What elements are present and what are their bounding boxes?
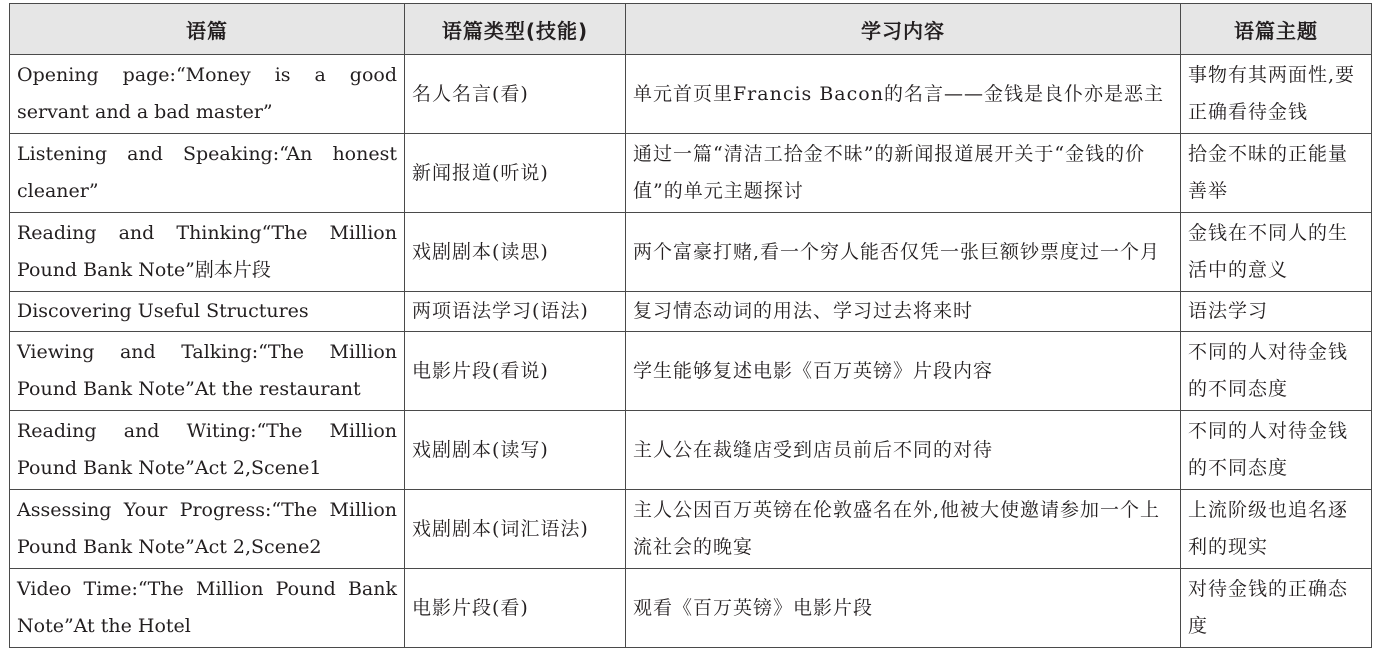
cell-text: Video Time:“The Million Pound Bank Note”At the Hotel: [10, 569, 405, 648]
cell-text: Viewing and Talking:“The Million Pound Bank Note”At the restaurant: [10, 332, 405, 411]
cell-type: 电影片段(看): [405, 569, 626, 648]
cell-type: 名人名言(看): [405, 55, 626, 134]
table-row: [10, 569, 1372, 648]
table-row: [10, 134, 1372, 213]
cell-content: 复习情态动词的用法、学习过去将来时: [626, 292, 1181, 332]
header-row: [10, 4, 1372, 55]
cell-theme: 对待金钱的正确态度: [1181, 569, 1372, 648]
cell-text: Listening and Speaking:“An honest cleaner”: [10, 134, 405, 213]
table-row: [10, 292, 1372, 332]
cell-content: 主人公因百万英镑在伦敦盛名在外,他被大使邀请参加一个上流社会的晚宴: [626, 490, 1181, 569]
cell-theme: 上流阶级也追名逐利的现实: [1181, 490, 1372, 569]
cell-theme: 金钱在不同人的生活中的意义: [1181, 213, 1372, 292]
cell-text: Assessing Your Progress:“The Million Pound Bank Note”Act 2,Scene2: [10, 490, 405, 569]
table-header: [10, 4, 1372, 55]
cell-theme: 不同的人对待金钱的不同态度: [1181, 411, 1372, 490]
cell-type: 戏剧剧本(读思): [405, 213, 626, 292]
cell-type: 戏剧剧本(读写): [405, 411, 626, 490]
cell-content: 观看《百万英镑》电影片段: [626, 569, 1181, 648]
cell-text: Reading and Thinking“The Million Pound Bank Note”剧本片段: [10, 213, 405, 292]
cell-content: 两个富豪打赌,看一个穷人能否仅凭一张巨额钞票度过一个月: [626, 213, 1181, 292]
cell-text: Discovering Useful Structures: [10, 292, 405, 332]
cell-type: 戏剧剧本(词汇语法): [405, 490, 626, 569]
cell-theme: 语法学习: [1181, 292, 1372, 332]
header-theme: 语篇主题: [1181, 4, 1372, 55]
cell-theme: 拾金不昧的正能量善举: [1181, 134, 1372, 213]
header-type: 语篇类型(技能): [405, 4, 626, 55]
header-text: 语篇: [10, 4, 405, 55]
table-row: [10, 55, 1372, 134]
cell-theme: 事物有其两面性,要正确看待金钱: [1181, 55, 1372, 134]
cell-content: 主人公在裁缝店受到店员前后不同的对待: [626, 411, 1181, 490]
cell-content: 单元首页里Francis Bacon的名言——金钱是良仆亦是恶主: [626, 55, 1181, 134]
cell-type: 新闻报道(听说): [405, 134, 626, 213]
cell-theme: 不同的人对待金钱的不同态度: [1181, 332, 1372, 411]
table-row: [10, 490, 1372, 569]
cell-text: Reading and Witing:“The Million Pound Bank Note”Act 2,Scene1: [10, 411, 405, 490]
cell-text: Opening page:“Money is a good servant and a bad master”: [10, 55, 405, 134]
table-row: [10, 411, 1372, 490]
table-row: [10, 213, 1372, 292]
cell-type: 两项语法学习(语法): [405, 292, 626, 332]
cell-type: 电影片段(看说): [405, 332, 626, 411]
cell-content: 学生能够复述电影《百万英镑》片段内容: [626, 332, 1181, 411]
header-content: 学习内容: [626, 4, 1181, 55]
table-body: [10, 55, 1372, 648]
table-row: [10, 332, 1372, 411]
cell-content: 通过一篇“清洁工拾金不昧”的新闻报道展开关于“金钱的价值”的单元主题探讨: [626, 134, 1181, 213]
unit-overview-table: [9, 3, 1372, 648]
